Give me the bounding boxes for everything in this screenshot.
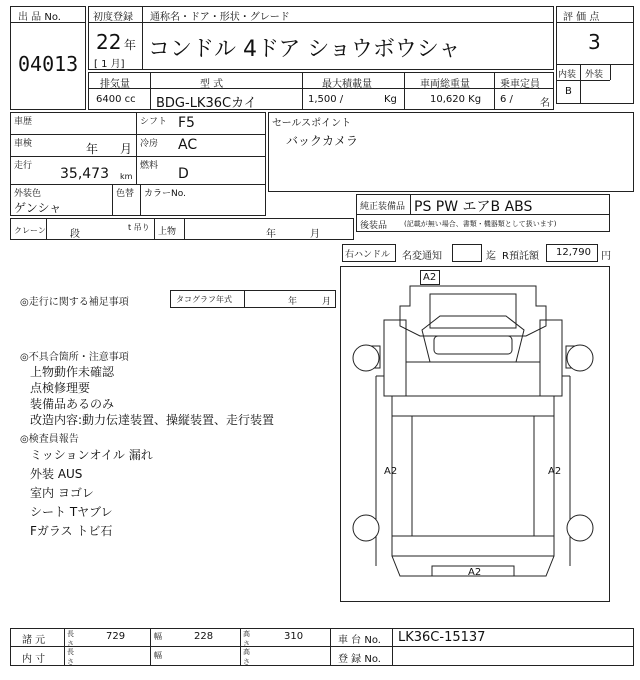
upper-year-label: 年 (266, 229, 276, 240)
name-change-box (452, 244, 482, 262)
reg-year: 22 (96, 30, 122, 54)
mileage-label: 走行 (14, 161, 33, 171)
inspection-label: 車検 (14, 139, 33, 149)
footer-box (10, 628, 634, 666)
fuel: D (178, 166, 189, 182)
shift-label: シフト (140, 117, 168, 127)
r-deposit: 12,790 (556, 247, 591, 258)
dims-label: 諸 元 (22, 635, 46, 646)
crane-ton-label: t 吊り (128, 223, 150, 232)
sales-point: バックカメラ (286, 134, 359, 148)
defect-item: 改造内容:動力伝達装置、操縦装置、走行装置 (30, 413, 275, 427)
crane-label: クレーン (14, 226, 46, 235)
mark-bottom: A2 (468, 567, 482, 578)
defect-item: 上物動作未確認 (30, 365, 115, 379)
chassis-label: 車 台 No. (338, 635, 381, 646)
inspection-year-unit: 年 (86, 142, 99, 156)
driving-notes-label: ◎走行に関する補足事項 (20, 297, 129, 308)
aftermarket-label: 後装品 (360, 221, 388, 231)
width: 228 (194, 631, 214, 642)
mark-top: A2 (420, 270, 440, 285)
color-no-label: 色替 (116, 189, 135, 199)
truck-diagram (340, 266, 610, 602)
name-change-label: 名変通知 (402, 251, 442, 262)
inspection-month-unit: 月 (120, 142, 133, 156)
exterior-label: 外装 (585, 70, 604, 80)
rating-value: 3 (588, 30, 601, 54)
year-unit: 年 (124, 38, 137, 52)
lot-number: 04013 (18, 52, 79, 76)
displacement: 6400 cc (96, 94, 136, 105)
crane-box (10, 218, 354, 240)
history-label: 車歴 (14, 117, 33, 127)
model-label: 型 式 (200, 79, 224, 90)
scheduled-label: 迄 (486, 251, 496, 262)
genuine-equip-label: 純正装備品 (360, 202, 406, 212)
inspector-label: ◎検査員報告 (20, 434, 79, 445)
ac: AC (178, 137, 198, 153)
upper-month-label: 月 (310, 229, 320, 240)
color-number-label: カラーNo. (144, 189, 186, 199)
mileage: 35,473 (60, 166, 109, 182)
length-label: 長さ (67, 630, 74, 648)
model-desc-label: 通称名・ドア・形状・グレード (150, 12, 290, 23)
mark-right: A2 (548, 466, 562, 477)
height-label: 高さ (243, 630, 250, 648)
reg-month: [ 1 月] (94, 59, 125, 70)
height: 310 (284, 631, 304, 642)
genuine-equip: PS PW エアB ABS (414, 199, 533, 215)
lot-label: 出 品 No. (18, 12, 61, 23)
gvw: 10,620 Kg (430, 94, 482, 105)
color-label: 外装色 (14, 189, 42, 199)
chassis: LK36C-15137 (398, 630, 486, 645)
capacity-label: 乗車定員 (500, 79, 540, 90)
aftermarket-note: (記載が無い場合、書類・機器類として扱います) (404, 220, 557, 228)
color: ゲンシャ (14, 201, 62, 215)
r-deposit-unit: 円 (601, 251, 611, 262)
tachograph-label: タコグラフ年式 (176, 295, 232, 304)
interior-dims-label: 内 寸 (22, 654, 46, 665)
defect-item: 装備品あるのみ (30, 397, 115, 411)
gvw-label: 車両総重量 (420, 79, 470, 90)
model-code: BDG-LK36Cカイ (156, 96, 257, 111)
first-reg-label: 初度登録 (93, 12, 133, 23)
ac-label: 冷房 (140, 139, 159, 149)
inspector-item: シート Tヤブレ (30, 505, 113, 519)
defect-item: 点検修理要 (30, 381, 91, 395)
fuel-label: 燃料 (140, 161, 159, 171)
mileage-unit: km (120, 172, 133, 181)
tacho-year-unit: 年 (288, 297, 298, 307)
tacho-month-unit: 月 (322, 297, 332, 307)
defects-label: ◎不具合箇所・注意事項 (20, 352, 129, 363)
max-load: 1,500 / (308, 94, 344, 105)
width-label: 幅 (154, 632, 162, 641)
vehicle-name: コンドル 4ドア ショウボウシャ (148, 37, 461, 62)
r-deposit-label: R預託額 (502, 251, 539, 262)
inspector-item: ミッションオイル 漏れ (30, 448, 153, 462)
sales-point-label: セールスポイント (272, 118, 352, 129)
displacement-label: 排気量 (100, 79, 130, 90)
reg-no-label: 登 録 No. (338, 654, 381, 665)
in-width-label: 幅 (154, 651, 162, 660)
in-height-label: 高さ (243, 648, 250, 666)
inspector-item: 外装 AUS (30, 467, 83, 481)
interior-label: 内装 (558, 70, 577, 80)
in-length-label: 長さ (67, 648, 74, 666)
shift: F5 (178, 115, 195, 131)
inspector-item: 室内 ヨゴレ (30, 486, 94, 500)
inspector-item: Fガラス トビ石 (30, 524, 113, 538)
mark-left: A2 (384, 466, 398, 477)
capacity: 6 / (500, 94, 513, 105)
crane-stage-label: 段 (70, 229, 80, 240)
rating-label: 評 価 点 (563, 12, 600, 23)
drive-side: 右ハンドル (345, 250, 391, 260)
max-load-label: 最大積載量 (322, 79, 372, 90)
interior-grade: B (565, 86, 572, 97)
max-load-unit: Kg (384, 94, 397, 105)
upper-label: 上物 (158, 227, 177, 237)
length: 729 (106, 631, 126, 642)
capacity-unit: 名 (540, 98, 550, 109)
